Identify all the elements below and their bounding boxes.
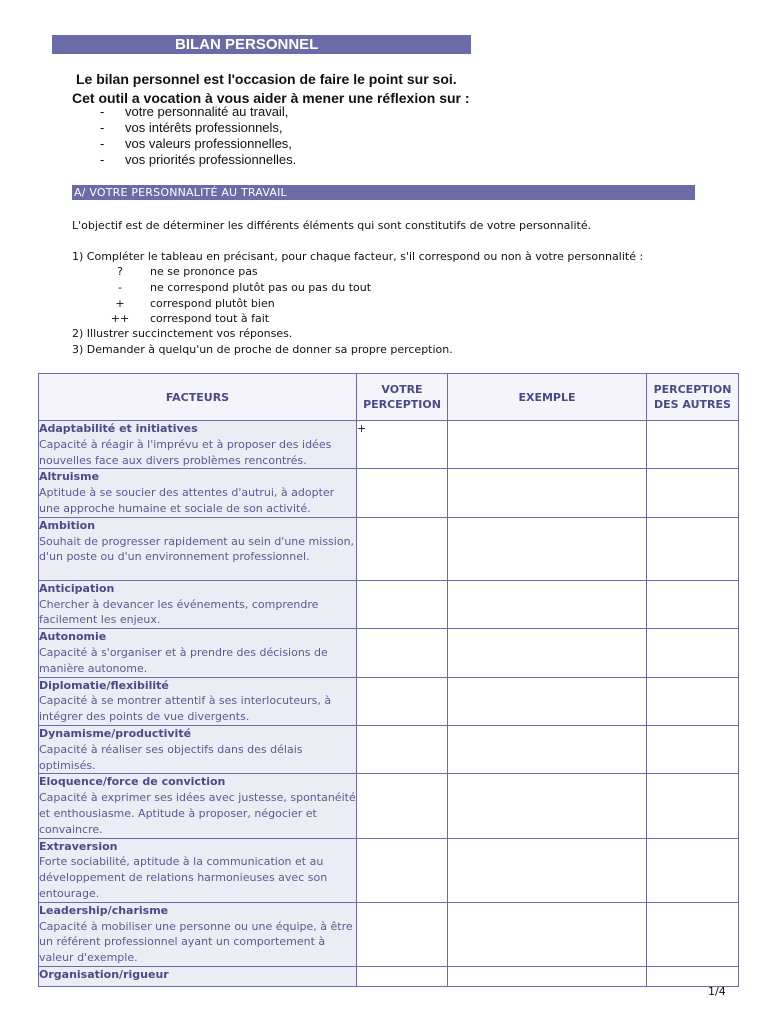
autres-cell[interactable] — [647, 725, 739, 773]
bullet-item: - vos valeurs professionnelles, — [100, 136, 292, 151]
page-number: 1/4 — [708, 985, 726, 998]
step-2-text: 2) Illustrer succinctement vos réponses. — [72, 327, 293, 340]
header-perception-autres: PERCEPTION DES AUTRES — [647, 374, 739, 421]
factor-name: Adaptabilité et initiatives — [39, 422, 198, 435]
autres-cell[interactable] — [647, 774, 739, 838]
section-heading: A/ VOTRE PERSONNALITÉ AU TRAVAIL — [74, 186, 287, 199]
exemple-cell[interactable] — [448, 421, 647, 469]
factor-description: Forte sociabilité, aptitude à la communication et au développement de relations harmonieuses avec son entourage. — [39, 855, 328, 900]
factor-description: Souhait de progresser rapidement au sein d'une mission, d'un poste ou d'un environnement professionnel. — [39, 534, 355, 564]
table-row — [39, 517, 739, 580]
autres-cell[interactable] — [647, 902, 739, 966]
factor-description: Capacité à se montrer attentif à ses interlocuteurs, à intégrer des points de vue divergents. — [39, 694, 332, 724]
exemple-cell[interactable] — [448, 677, 647, 725]
table-row — [39, 629, 739, 677]
factor-description: Capacité à réaliser ses objectifs dans des délais optimisés. — [39, 742, 303, 772]
factor-cell — [39, 774, 357, 838]
perception-cell[interactable] — [357, 629, 448, 677]
factor-description: Chercher à devancer les événements, comprendre facilement les enjeux. — [39, 597, 319, 627]
factor-description: Capacité à mobiliser une personne ou une équipe, à être un référent professionnel ayant un comportement à valeur d'exemple. — [39, 919, 353, 965]
exemple-cell[interactable] — [448, 838, 647, 902]
step-3-text: 3) Demander à quelqu'un de proche de donner sa propre perception. — [72, 343, 453, 356]
table-row — [39, 838, 739, 902]
factor-description: Aptitude à se soucier des attentes d'autrui, à adopter une approche humaine et sociale de son activité. — [39, 486, 335, 515]
table-row — [39, 725, 739, 773]
header-exemple: EXEMPLE — [448, 374, 647, 421]
factor-cell — [39, 469, 357, 517]
factor-cell — [39, 629, 357, 677]
table-header-row — [39, 374, 739, 421]
perception-cell[interactable] — [357, 966, 448, 986]
table-row — [39, 677, 739, 725]
autres-cell[interactable] — [647, 421, 739, 469]
bullet-item: - votre personnalité au travail, — [100, 104, 289, 119]
exemple-cell[interactable] — [448, 725, 647, 773]
perception-cell[interactable] — [357, 902, 448, 966]
perception-cell[interactable] — [357, 838, 448, 902]
exemple-cell[interactable] — [448, 966, 647, 986]
factor-name: Eloquence/force de conviction — [39, 775, 226, 789]
bullet-item: - vos intérêts professionnels, — [100, 120, 283, 135]
bullet-item: - vos priorités professionnelles. — [100, 152, 297, 167]
header-votre-perception: VOTRE PERCEPTION — [357, 374, 448, 421]
intro-line-1: Le bilan personnel est l'occasion de faire le point sur soi. — [76, 71, 457, 87]
table-row — [39, 580, 739, 628]
factor-name: Altruisme — [39, 470, 100, 484]
step-1-text: 1) Compléter le tableau en précisant, pour chaque facteur, s'il correspond ou non à votre personnalité : — [72, 250, 644, 263]
table-row — [39, 966, 739, 986]
exemple-cell[interactable] — [448, 469, 647, 517]
perception-cell[interactable] — [357, 725, 448, 773]
exemple-cell[interactable] — [448, 774, 647, 838]
factor-description: Capacité à s'organiser et à prendre des décisions de manière autonome. — [39, 645, 328, 675]
perception-cell[interactable] — [357, 580, 448, 628]
table-row — [39, 469, 739, 517]
objective-text: L'objectif est de déterminer les différents éléments qui sont constitutifs de votre personnalité. — [72, 219, 592, 232]
table-row — [39, 421, 739, 469]
header-facteurs: FACTEURS — [39, 374, 357, 421]
factor-name: Diplomatie/flexibilité — [39, 678, 169, 692]
perception-cell[interactable] — [357, 774, 448, 838]
autres-cell[interactable] — [647, 838, 739, 902]
autres-cell[interactable] — [647, 677, 739, 725]
factor-name: Autonomie — [39, 630, 107, 644]
factor-name: Extraversion — [39, 839, 118, 853]
factor-cell — [39, 517, 357, 580]
factor-name: Leadership/charisme — [39, 903, 169, 917]
factor-cell — [39, 902, 357, 966]
factor-name: Dynamisme/productivité — [39, 726, 192, 740]
factor-name: Anticipation — [39, 581, 115, 595]
exemple-cell[interactable] — [448, 902, 647, 966]
factor-cell — [39, 838, 357, 902]
factor-name: Organisation/rigueur — [39, 967, 169, 981]
document-title: BILAN PERSONNEL — [175, 36, 319, 53]
intro-line-2: Cet outil a vocation à vous aider à mener une réflexion sur : — [72, 90, 470, 106]
factor-cell — [39, 677, 357, 725]
autres-cell[interactable] — [647, 966, 739, 986]
table-row — [39, 902, 739, 966]
perception-cell[interactable]: + — [357, 421, 448, 469]
factor-cell — [39, 725, 357, 773]
factor-cell — [39, 580, 357, 628]
autres-cell[interactable] — [647, 629, 739, 677]
exemple-cell[interactable] — [448, 580, 647, 628]
exemple-cell[interactable] — [448, 629, 647, 677]
section-heading-bar — [72, 185, 695, 200]
exemple-cell[interactable] — [448, 517, 647, 580]
perception-cell[interactable] — [357, 517, 448, 580]
autres-cell[interactable] — [647, 469, 739, 517]
autres-cell[interactable] — [647, 517, 739, 580]
factor-description: Capacité à exprimer ses idées avec justesse, spontanéité et enthousiasme. Aptitude à proposer, négocier et convaincre. — [39, 791, 356, 836]
factor-cell — [39, 966, 357, 986]
document-title-bar — [52, 35, 471, 54]
factor-description: Capacité à réagir à l'imprévu et à proposer des idées nouvelles face aux divers problèmes rencontrés. — [39, 437, 332, 467]
table-row — [39, 774, 739, 838]
factors-table — [38, 373, 739, 987]
perception-cell[interactable] — [357, 677, 448, 725]
factor-cell — [39, 421, 357, 469]
factor-name: Ambition — [39, 518, 96, 532]
autres-cell[interactable] — [647, 580, 739, 628]
perception-cell[interactable] — [357, 469, 448, 517]
